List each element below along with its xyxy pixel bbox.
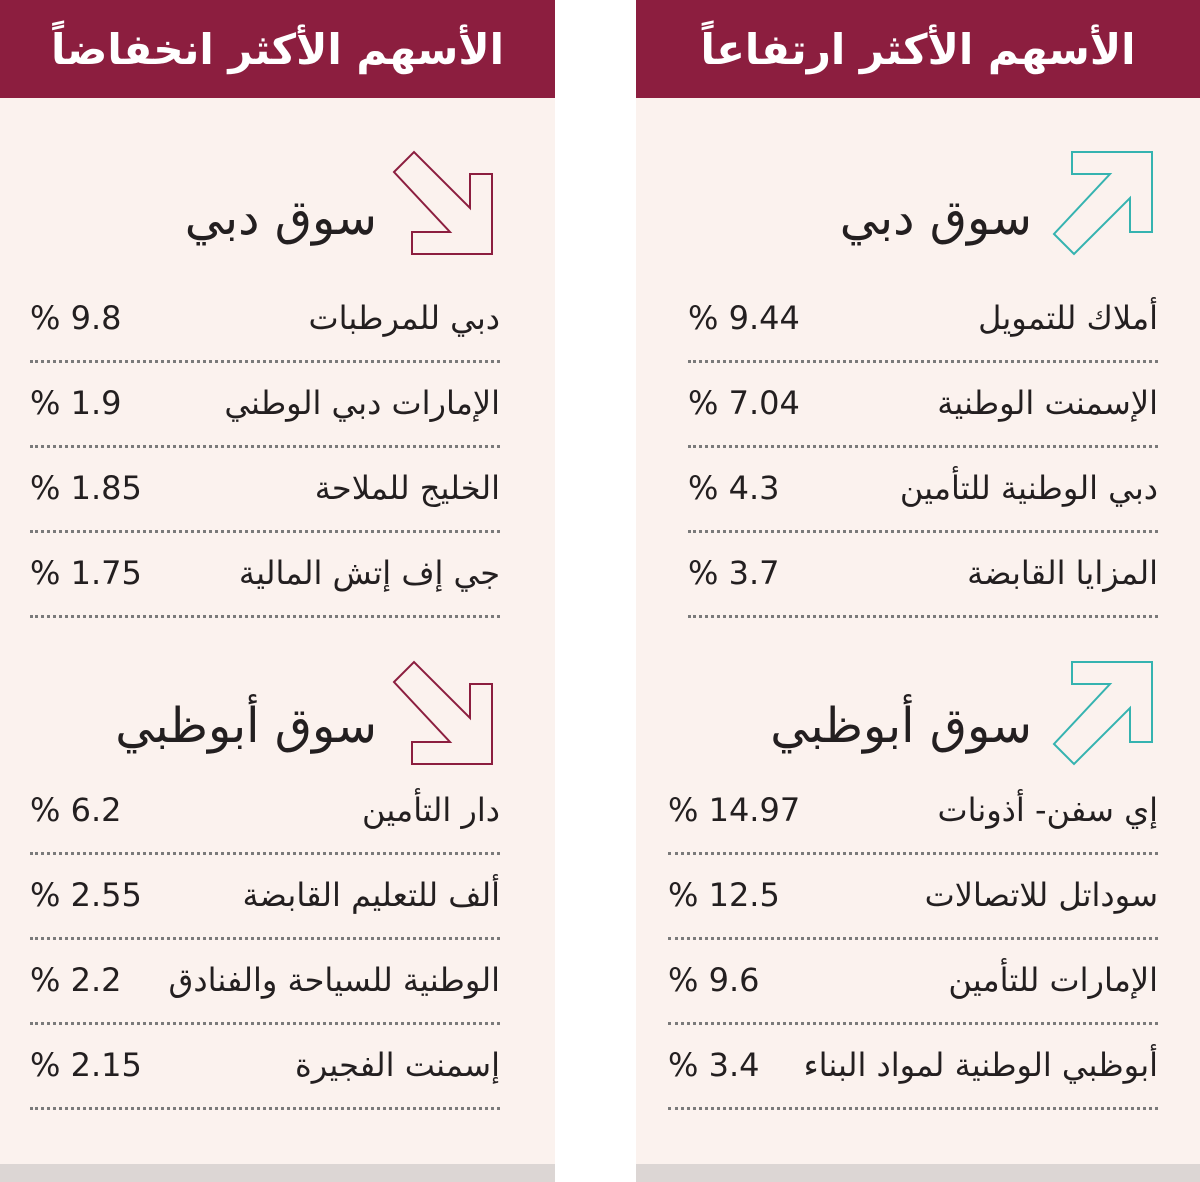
stock-name: الإمارات للتأمين (948, 960, 1158, 999)
table-row (668, 1022, 1158, 1110)
stock-name: الإمارات دبي الوطني (224, 383, 500, 422)
table-row (668, 767, 1158, 855)
arrow-up-right-icon (1052, 660, 1156, 768)
losers-dubai-title: سوق دبي (184, 190, 377, 246)
stock-change: 4.3 % (688, 468, 780, 507)
stock-change: 3.4 % (668, 1045, 760, 1084)
stock-name: أبوظبي الوطنية لمواد البناء (803, 1045, 1158, 1084)
stock-name: إسمنت الفجيرة (294, 1045, 500, 1084)
table-row (688, 445, 1158, 533)
stock-name: سوداتل للاتصالات (924, 875, 1158, 914)
table-row (668, 852, 1158, 940)
table-row (30, 275, 500, 363)
stock-change: 1.75 % (30, 553, 142, 592)
stock-name: الوطنية للسياحة والفنادق (168, 960, 500, 999)
stock-name: جي إف إتش المالية (238, 553, 500, 592)
gainers-dubai-title: سوق دبي (839, 190, 1032, 246)
losers-abudhabi-title: سوق أبوظبي (115, 698, 377, 754)
panel-footer-bar (636, 1164, 1200, 1182)
stock-name: إي سفن- أذونات (937, 790, 1158, 829)
losers-header: الأسهم الأكثر انخفاضاً (0, 0, 555, 98)
stock-name: ألف للتعليم القابضة (242, 875, 500, 914)
table-row (688, 360, 1158, 448)
gainers-header: الأسهم الأكثر ارتفاعاً (636, 0, 1200, 98)
stock-change: 6.2 % (30, 790, 122, 829)
table-row (30, 445, 500, 533)
panel-footer-bar (0, 1164, 555, 1182)
stock-change: 1.9 % (30, 383, 122, 422)
stock-change: 3.7 % (688, 553, 780, 592)
stock-name: الإسمنت الوطنية (937, 383, 1158, 422)
stock-change: 2.2 % (30, 960, 122, 999)
stock-name: المزايا القابضة (967, 553, 1158, 592)
stock-change: 12.5 % (668, 875, 780, 914)
stock-change: 7.04 % (688, 383, 800, 422)
gainers-abudhabi-title: سوق أبوظبي (770, 698, 1032, 754)
table-row (30, 767, 500, 855)
arrow-up-right-icon (1052, 150, 1156, 258)
stock-change: 2.55 % (30, 875, 142, 914)
table-row (688, 275, 1158, 363)
stock-name: دبي للمرطبات (308, 298, 500, 337)
table-row (30, 1022, 500, 1110)
table-row (30, 360, 500, 448)
stock-name: أملاك للتمويل (978, 298, 1158, 337)
stock-change: 9.8 % (30, 298, 122, 337)
stock-change: 9.6 % (668, 960, 760, 999)
stock-name: دار التأمين (362, 790, 500, 829)
losers-panel (0, 0, 555, 1182)
table-row (668, 937, 1158, 1025)
table-row (688, 530, 1158, 618)
stock-change: 1.85 % (30, 468, 142, 507)
stock-change: 14.97 % (668, 790, 801, 829)
arrow-down-right-icon (392, 150, 496, 258)
table-row (30, 530, 500, 618)
stock-change: 9.44 % (688, 298, 800, 337)
stock-change: 2.15 % (30, 1045, 142, 1084)
stock-name: دبي الوطنية للتأمين (899, 468, 1158, 507)
table-row (30, 852, 500, 940)
arrow-down-right-icon (392, 660, 496, 768)
gainers-panel (636, 0, 1200, 1182)
table-row (30, 937, 500, 1025)
stock-name: الخليج للملاحة (314, 468, 500, 507)
